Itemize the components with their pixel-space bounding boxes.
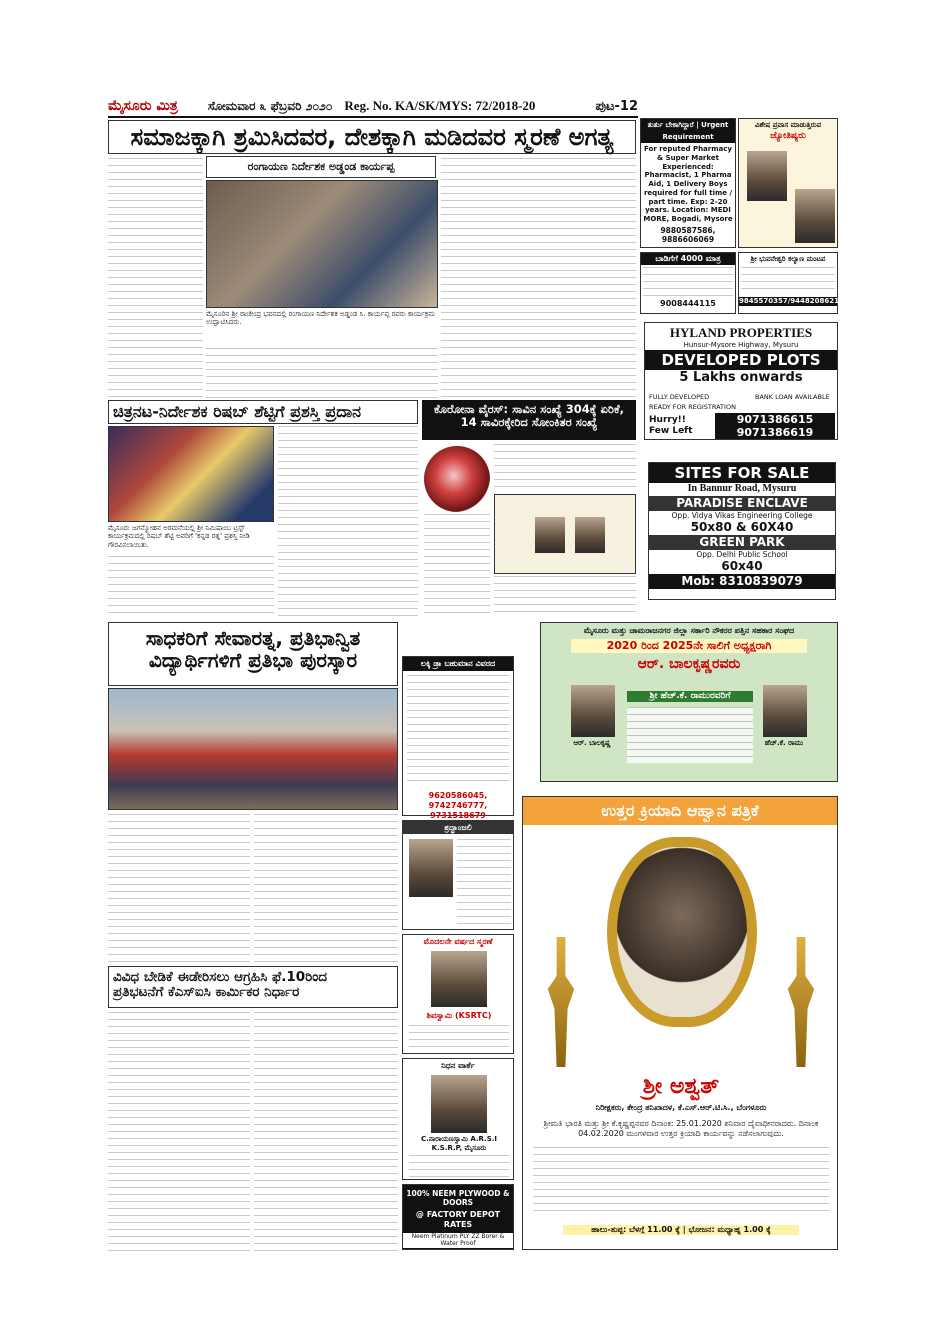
- article-text-award2: [254, 814, 398, 964]
- urgent-title: ತುರ್ತು ಬೇಕಾಗಿದ್ದಾರೆ | Urgent Requirement: [641, 119, 735, 143]
- registration-number: Reg. No. KA/SK/MYS: 72/2018-20: [344, 98, 536, 113]
- article-text-col2: [206, 348, 438, 398]
- association-portrait-1: [571, 685, 615, 737]
- kalyana-title: ಶ್ರೀ ಭುವನೇಶ್ವರಿ ಕಲ್ಯಾಣ ಮಂಟಪ: [750, 255, 826, 263]
- association-portrait-2: [763, 685, 807, 737]
- article-text-col1: [108, 158, 203, 398]
- hyland-f1: FULLY DEVELOPED: [649, 393, 710, 401]
- association-years: 2020 ರಿಂದ 2025ನೇ ಸಾಲಿಗೆ ಅಧ್ಯಕ್ಷರಾಗಿ: [571, 639, 807, 653]
- article-text-corona1: [494, 444, 636, 492]
- association-line: ಶ್ರೀ ಹೆಚ್.ಕೆ. ರಾಮುರವರಿಗೆ: [627, 691, 753, 702]
- headline-rishab: ಚಿತ್ರನಟ-ನಿರ್ದೇಶಕ ರಿಷಬ್ ಶೆಟ್ಟಿಗೆ ಪ್ರಶಸ್ತಿ ಪ್ರದಾನ: [108, 400, 418, 424]
- tribute2-title: ಮೊದಲನೇ ವರ್ಷದ ಸ್ಮರಣೆ: [423, 937, 493, 946]
- plywood-line2: @ FACTORY DEPOT RATES: [415, 1209, 501, 1229]
- headline-ksic-line1: ವಿವಿಧ ಬೇಡಿಕೆ ಈಡೇರಿಸಲು ಆಗ್ರಹಿಸಿ ಫೆ.10ರಿಂದ: [113, 969, 327, 985]
- astro-portrait-1: [747, 151, 787, 201]
- urgent-phone: 9880587586, 9886606069: [660, 225, 716, 245]
- portrait-2: [575, 517, 605, 553]
- lottery-body: [407, 675, 509, 787]
- tribute-ad-2: [402, 934, 514, 1054]
- obituary-role: ನಿರೀಕ್ಷಕರು, ಕೇಂದ್ರ ತನಿಖಾದಳ, ಕೆ.ಎಸ್.ಆರ್.ಟಿ.ಸಿ., ಬೆಂಗಳೂರು: [595, 1103, 767, 1112]
- sites-p2: GREEN PARK: [649, 535, 835, 550]
- plywood-line1: 100% NEEM PLYWOOD & DOORS: [406, 1189, 510, 1208]
- rent-ad: [640, 252, 736, 314]
- article-text-award1: [108, 814, 250, 964]
- award-photo: [108, 426, 274, 522]
- tribute2-name: ಶಿವಸ್ವಾಮಿ (KSRTC): [426, 1011, 492, 1020]
- sites-opp2: Opp. Delhi Public School: [696, 549, 788, 559]
- article-text-corona3: [494, 576, 636, 618]
- headline-award-line2: ವಿದ್ಯಾರ್ಥಿಗಳಿಗೆ ಪ್ರತಿಭಾ ಪುರಸ್ಕಾರ: [148, 648, 358, 672]
- obituary-portrait-frame: [607, 837, 757, 1027]
- rent-title: ಬಾಡಿಗೆಗೆ 4000 ಮಾತ್ರ: [641, 253, 735, 265]
- hyland-phone2: 9071386619: [715, 426, 835, 439]
- hyland-phone1: 9071386615: [715, 413, 835, 426]
- astro-title: ವಿಶೇಷ ಪ್ರವಾಸ ಮಾಡುತ್ತಿರುವ: [754, 121, 822, 129]
- plywood-line3: Neem Platinum PLY ZZ Borer & Water Proof: [403, 1233, 513, 1248]
- urgent-ad: [640, 118, 736, 248]
- tribute3-title: ನಿಧನ ವಾರ್ತೆ: [441, 1061, 475, 1070]
- hyland-sub: Hunsur-Mysore Highway, Mysuru: [683, 341, 799, 350]
- award-group-photo: [108, 688, 398, 810]
- headline-main: ಸಮಾಜಕ್ಕಾಗಿ ಶ್ರಮಿಸಿದವರ, ದೇಶಕ್ಕಾಗಿ ಮಡಿದವರ ಸ್ಮರಣೆ ಅಗತ್ಯ: [108, 120, 636, 154]
- photo1-headline: ರಂಗಾಯಣ ನಿರ್ದೇಶಕ ಅಡ್ಡಂಡ ಕಾರ್ಯಪ್ಪ: [206, 156, 436, 178]
- headline-corona: ಕೊರೋನಾ ವೈರಸ್: ಸಾವಿನ ಸಂಖ್ಯೆ 304ಕ್ಕೆ ಏರಿಕೆ, 14 ಸಾವಿರಕ್ಕೇರಿದ ಸೋಂಕಿತರ ಸಂಖ್ಯೆ: [422, 400, 636, 440]
- virus-image: [424, 446, 490, 512]
- astro-ad: [738, 118, 838, 248]
- association-ad: [540, 622, 838, 782]
- sites-title: SITES FOR SALE: [649, 463, 835, 483]
- obituary-ad: [522, 796, 838, 1250]
- obituary-name: ಶ್ರೀ ಅಶ್ವತ್: [642, 1074, 720, 1099]
- association-name: ಆರ್. ಬಾಲಕೃಷ್ಣರವರು: [637, 655, 741, 672]
- hyland-brand: HYLAND PROPERTIES: [669, 325, 813, 340]
- obituary-text: ಶ್ರೀಮತಿ ಭಾರತಿ ಮತ್ತು ಶ್ರೀ ಕೆ.ಕೃಷ್ಣಪ್ಪನವರ ದಿನಾಂಕ: 25.01.2020 ಶನಿವಾರ ದೈವಾಧೀನರಾದರು. ದಿನಾಂಕ 04.02.2020 ಮಂಗಳವಾರ ಉತ್ತರ ಕ್ರಿಯಾದಿ ಕಾರ್ಯವನ್ನು ನಡೆಸಲಾಗುವುದು.: [543, 1119, 819, 1138]
- article-text-corona2: [424, 514, 490, 618]
- sites-p1: PARADISE ENCLAVE: [649, 496, 835, 511]
- hyland-hurry: Hurry!! Few Left: [649, 415, 693, 436]
- masthead: [108, 96, 638, 118]
- urgent-body: For reputed Pharmacy & Super Market Experienced: Pharmacist, 1 Pharma Aid, 1 Delivery Boys required for full time / part time. Exp: 2-20 years. Location: MEDI MORE, Bogadi, Mysore: [643, 145, 733, 223]
- headline-award: [108, 622, 398, 686]
- obituary-title: ಉತ್ತರ ಕ್ರಿಯಾದಿ ಆಹ್ವಾನ ಪತ್ರಿಕೆ: [523, 797, 837, 825]
- plywood-phone: CALL: 9845476862, 9901291267: [422, 1250, 494, 1267]
- lottery-title: ಲಕ್ಕಿ ಡ್ರಾ ಬಹುಮಾನ ವಿವರದ: [403, 657, 513, 671]
- obituary-text-lines: [533, 1147, 829, 1217]
- sites-loc: In Bannur Road, Mysuru: [687, 483, 797, 494]
- rent-phone: 9008444115: [660, 299, 716, 308]
- tribute2-text: [409, 1025, 509, 1051]
- tribute1-portrait: [409, 839, 453, 897]
- plywood-ad: [402, 1184, 514, 1267]
- photo2-caption: ಮೈಸೂರು ಜಗನ್ಮೋಹನ ಅರಮನೆಯಲ್ಲಿ ಶ್ರೀ ನಿಮಿಷಾಂಬ ಟ್ರಸ್ಟ್ ಕಾರ್ಯಕ್ರಮದಲ್ಲಿ ರಿಷಬ್ ಶೆಟ್ಟಿ ಅವರಿಗೆ 'ಕನ್ನಡ ರತ್ನ' ಪ್ರಶಸ್ತಿ ನೀಡಿ ಗೌರವಿಸಲಾಯಿತು.: [108, 524, 274, 554]
- hyland-bank: BANK LOAN AVAILABLE: [755, 393, 830, 401]
- paper-name: ಮೈಸೂರು ಮಿತ್ರ: [108, 98, 178, 114]
- tribute3-portrait: [431, 1075, 487, 1133]
- article-text-rishab2: [278, 426, 418, 618]
- article-text-ksic1: [108, 1012, 250, 1252]
- association-title: ಮೈಸೂರು ಮತ್ತು ಚಾಮರಾಜನಗರ ಜಿಲ್ಲಾ ಸರ್ಕಾರಿ ನೌಕರರ ಪತ್ತಿನ ಸಹಕಾರ ಸಂಘದ: [583, 626, 795, 635]
- sites-opp1: Opp. Vidya Vikas Engineering College: [671, 510, 813, 520]
- headline-ksic-line2: ಪ್ರತಿಭಟನೆಗೆ ಕೆಎಸ್‌ಐಸಿ ಕಾರ್ಮಿಕರ ನಿರ್ಧಾರ: [113, 983, 300, 1000]
- obituary-footer: ಹಾಲು-ತುಪ್ಪ: ಬೆಳಗ್ಗೆ 11.00 ಕ್ಕೆ | ಭೋಜನ: ಮಧ್ಯಾಹ್ನ 1.00 ಕ್ಕೆ: [563, 1225, 799, 1235]
- headline-ksic: [108, 966, 398, 1008]
- tribute-ad-1: [402, 820, 514, 930]
- sites-mob: Mob: 8310839079: [649, 574, 835, 589]
- hyland-price: 5 Lakhs onwards: [679, 370, 803, 385]
- article-text-rishab1: [108, 556, 274, 618]
- sites-s2: 60x40: [721, 559, 763, 574]
- event-photo: [206, 180, 438, 308]
- kalyana-ad: [738, 252, 838, 314]
- association-body: [627, 707, 753, 763]
- kalyana-body: [741, 267, 835, 295]
- astro-portrait-2: [795, 189, 835, 243]
- tribute3-name: C.ನಾರಾಯಣಸ್ವಾಮಿ A.R.S.I K.S.R.P, ಮೈಸೂರು: [420, 1135, 498, 1152]
- tribute-ad-3: [402, 1058, 514, 1180]
- kalyana-phone: 9845570357/9448208621: [739, 297, 839, 305]
- lamp-icon-right: [779, 937, 823, 1067]
- hyland-ad: [644, 322, 838, 440]
- tribute1-title: ಶ್ರದ್ಧಾಂಜಲಿ: [403, 821, 513, 834]
- article-text-col3: [441, 158, 636, 398]
- hyland-title: DEVELOPED PLOTS: [645, 350, 837, 370]
- lottery-phones: 9620586045, 9742746777, 9731518679: [428, 791, 488, 820]
- tribute2-portrait: [431, 951, 487, 1007]
- tribute3-text: [409, 1155, 509, 1177]
- portrait-1: [535, 517, 565, 553]
- sites-s1: 50x80 & 60X40: [690, 519, 794, 534]
- headline-award-line1: ಸಾಧಕರಿಗೆ ಸೇವಾರತ್ನ, ಪ್ರತಿಭಾನ್ವಿತ: [145, 626, 361, 650]
- issue-date: ಸೋಮವಾರ ೩ ಫೆಬ್ರವರಿ ೨೦೨೦: [207, 98, 333, 113]
- lottery-ad: [402, 656, 514, 820]
- obit-small-box: [494, 494, 636, 574]
- tribute1-text: [457, 839, 511, 925]
- photo1-caption: ಮೈಸೂರಿನ ಶ್ರೀ ರಾಜೇಂದ್ರ ಭವನದಲ್ಲಿ ರಂಗಾಯಣ ನಿರ್ದೇಶಕ ಅಡ್ಡಂಡ ಸಿ. ಕಾರ್ಯಪ್ಪ ರವರು ಕಾರ್ಯಕ್ರಮ ಉದ್ಘಾಟಿಸಿದರು.: [206, 310, 438, 346]
- article-text-ksic2: [254, 1012, 398, 1252]
- page-number: ಪುಟ-12: [595, 98, 638, 114]
- sites-ad: [648, 462, 836, 600]
- association-p1: ಆರ್. ಬಾಲಕೃಷ್ಣ: [573, 739, 611, 747]
- astro-name: ಜ್ಯೋತಿಷ್ಯರು: [770, 131, 806, 141]
- lamp-icon-left: [539, 937, 583, 1067]
- rent-body: [643, 267, 733, 297]
- hyland-f2: READY FOR REGISTRATION: [649, 403, 736, 411]
- association-p2: ಹೆಚ್.ಕೆ. ರಾಮು: [764, 739, 804, 747]
